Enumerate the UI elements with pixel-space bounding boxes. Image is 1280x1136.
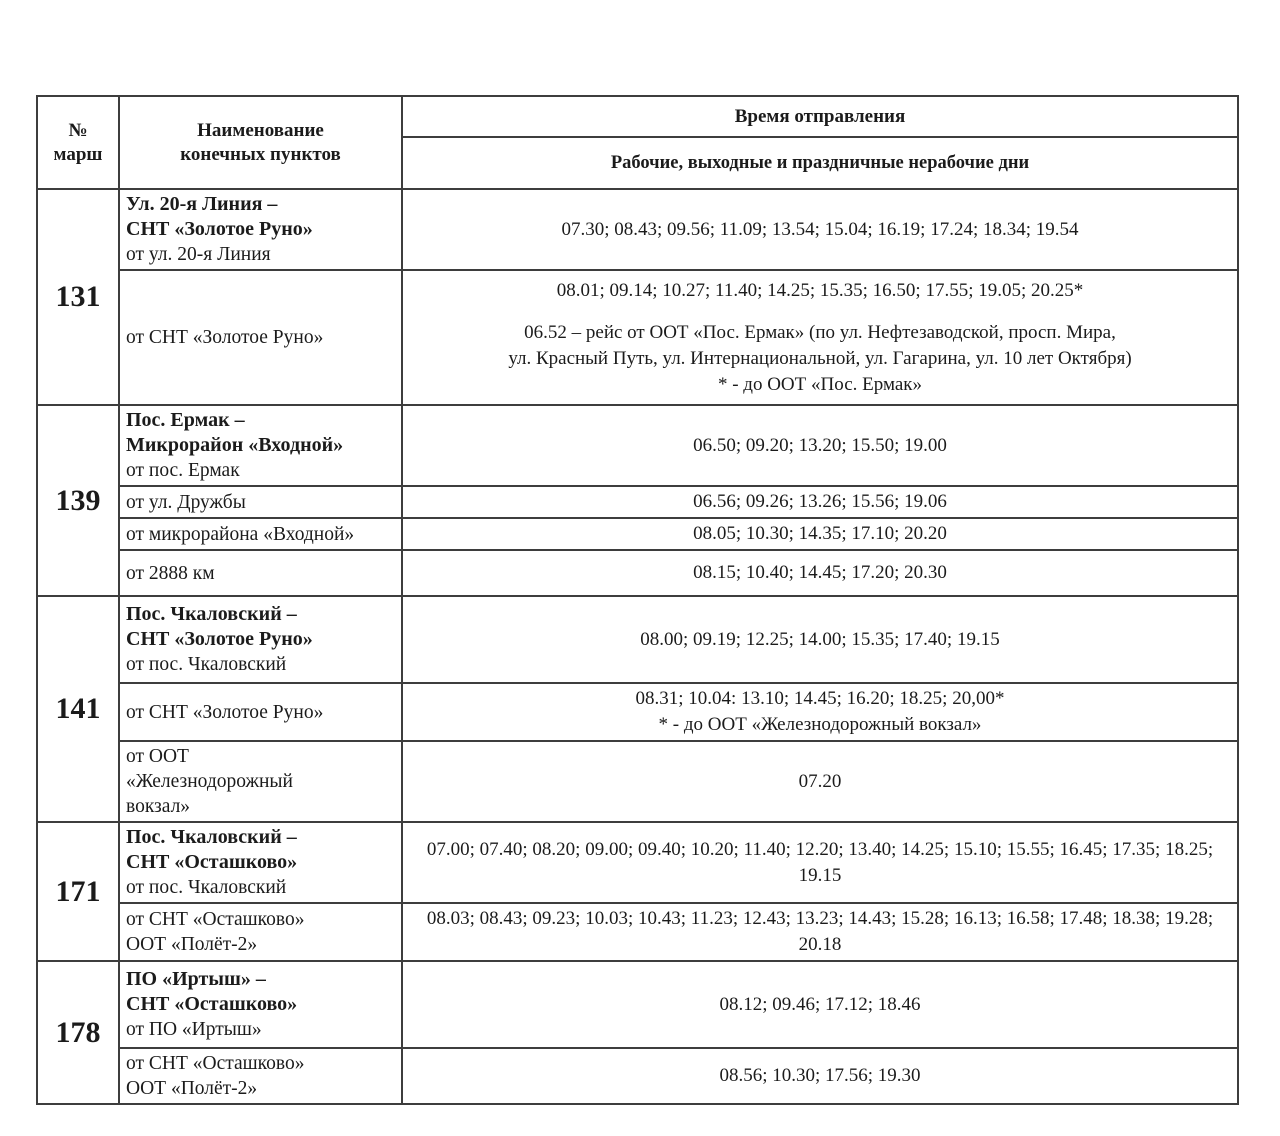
endpoint-cell <box>119 961 402 1048</box>
endpoint-title-line1: Пос. Чкаловский – <box>126 603 297 625</box>
endpoint-from: от пос. Ермак <box>126 460 240 481</box>
endpoint-from: от ул. 20-я Линия <box>126 244 271 265</box>
schedule-table <box>36 95 1239 1105</box>
endpoint-cell <box>119 741 402 822</box>
table-row <box>37 741 1238 822</box>
endpoint-from: от пос. Чкаловский <box>126 654 287 675</box>
table-row <box>37 486 1238 518</box>
times-cell <box>402 683 1238 741</box>
endpoint-title-line2: Микрорайон «Входной» <box>126 434 344 456</box>
endpoint-title-line2: СНТ «Осташково» <box>126 851 298 873</box>
endpoint-title-line1: Пос. Чкаловский – <box>126 826 297 848</box>
times-cell: 08.00; 09.19; 12.25; 14.00; 15.35; 17.40; 19.15 <box>402 596 1238 683</box>
endpoint-cell <box>119 596 402 683</box>
table-row <box>37 518 1238 550</box>
times-cell: 08.15; 10.40; 14.45; 17.20; 20.30 <box>402 550 1238 596</box>
note-line: * - до ООТ «Пос. Ермак» <box>717 373 923 395</box>
endpoint-from-line1: от ООТ <box>126 746 189 767</box>
note-line: ул. Красный Путь, ул. Интернациональной, ул. Гагарина, ул. 10 лет Октября) <box>508 347 1132 369</box>
endpoint-from-line1: от СНТ «Осташково» <box>126 909 305 930</box>
endpoint-cell: от СНТ «Золотое Руно» <box>119 683 402 741</box>
times-cell: 07.30; 08.43; 09.56; 11.09; 13.54; 15.04; 16.19; 17.24; 18.34; 19.54 <box>402 189 1238 270</box>
table-row <box>37 550 1238 596</box>
header-departure-time: Время отправления <box>402 96 1238 137</box>
table-row <box>37 405 1238 486</box>
header-route-number <box>37 96 119 189</box>
table-row <box>37 903 1238 961</box>
route-number: 141 <box>37 596 119 822</box>
endpoint-from: от ПО «Иртыш» <box>126 1019 262 1040</box>
times-line: 08.31; 10.04: 13.10; 14.45; 16.20; 18.25; 20,00* <box>635 688 1005 709</box>
header-endpoints <box>119 96 402 189</box>
header-route-number-line1: № <box>68 119 88 141</box>
note-line: * - до ООТ «Железнодорожный вокзал» <box>658 714 982 735</box>
header-day-types: Рабочие, выходные и праздничные нерабочие дни <box>402 137 1238 189</box>
times-cell <box>402 270 1238 405</box>
table-row <box>37 961 1238 1048</box>
endpoint-cell: от микрорайона «Входной» <box>119 518 402 550</box>
endpoint-from-line2: ООТ «Полёт-2» <box>126 934 258 955</box>
note-line: 06.52 – рейс от ООТ «Пос. Ермак» (по ул. Нефтезаводской, просп. Мира, <box>524 321 1116 343</box>
endpoint-cell: от СНТ «Золотое Руно» <box>119 270 402 405</box>
route-number: 131 <box>37 189 119 405</box>
times-cell: 08.12; 09.46; 17.12; 18.46 <box>402 961 1238 1048</box>
endpoint-title-line1: ПО «Иртыш» – <box>126 968 266 990</box>
header-endpoints-line1: Наименование <box>197 119 324 141</box>
times-cell: 07.20 <box>402 741 1238 822</box>
endpoint-title-line2: СНТ «Золотое Руно» <box>126 628 313 650</box>
route-number: 139 <box>37 405 119 596</box>
times-cell: 06.56; 09.26; 13.26; 15.56; 19.06 <box>402 486 1238 518</box>
table-row <box>37 270 1238 405</box>
endpoint-from-line3: вокзал» <box>126 796 191 817</box>
endpoint-cell <box>119 903 402 961</box>
times-cell: 08.56; 10.30; 17.56; 19.30 <box>402 1048 1238 1104</box>
route-number: 178 <box>37 961 119 1104</box>
endpoint-cell <box>119 189 402 270</box>
header-route-number-line2: марш <box>53 143 103 165</box>
table-row <box>37 596 1238 683</box>
times-line: 08.01; 09.14; 10.27; 11.40; 14.25; 15.35; 16.50; 17.55; 19.05; 20.25* <box>556 279 1084 301</box>
times-cell: 07.00; 07.40; 08.20; 09.00; 09.40; 10.20; 11.40; 12.20; 13.40; 14.25; 15.10; 15.55; 16.45; 17.35; 18.25; 19.15 <box>402 822 1238 903</box>
table-row <box>37 822 1238 903</box>
endpoint-from: от пос. Чкаловский <box>126 877 287 898</box>
route-number: 171 <box>37 822 119 961</box>
times-cell: 08.03; 08.43; 09.23; 10.03; 10.43; 11.23; 12.43; 13.23; 14.43; 15.28; 16.13; 16.58; 17.48; 18.38; 19.28; 20.18 <box>402 903 1238 961</box>
times-cell: 08.05; 10.30; 14.35; 17.10; 20.20 <box>402 518 1238 550</box>
endpoint-cell: от ул. Дружбы <box>119 486 402 518</box>
endpoint-title-line1: Ул. 20-я Линия – <box>126 193 278 215</box>
table-row <box>37 683 1238 741</box>
endpoint-cell <box>119 405 402 486</box>
header-endpoints-line2: конечных пунктов <box>180 143 341 165</box>
endpoint-cell <box>119 1048 402 1104</box>
endpoint-title-line1: Пос. Ермак – <box>126 409 245 431</box>
endpoint-cell <box>119 822 402 903</box>
table-row <box>37 189 1238 270</box>
endpoint-title-line2: СНТ «Осташково» <box>126 993 298 1015</box>
table-row <box>37 1048 1238 1104</box>
endpoint-cell: от 2888 км <box>119 550 402 596</box>
endpoint-from-line1: от СНТ «Осташково» <box>126 1053 305 1074</box>
endpoint-from-line2: «Железнодорожный <box>126 771 293 792</box>
times-cell: 06.50; 09.20; 13.20; 15.50; 19.00 <box>402 405 1238 486</box>
endpoint-from-line2: ООТ «Полёт-2» <box>126 1078 258 1099</box>
endpoint-title-line2: СНТ «Золотое Руно» <box>126 218 313 240</box>
